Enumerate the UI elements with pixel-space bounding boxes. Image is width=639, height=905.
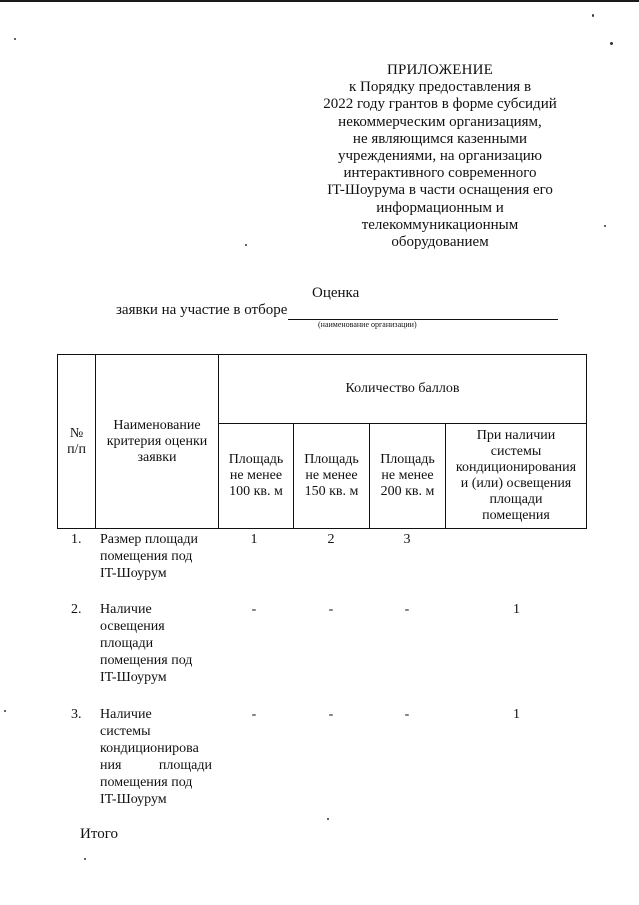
criterion-line: IT-Шоурум [100, 670, 167, 685]
appendix-line: к Порядку предоставления в [348, 79, 532, 96]
cell-area-200: - [404, 602, 410, 617]
column-header-criterion [96, 355, 219, 529]
document-title: Оценка [312, 285, 360, 301]
appendix-line: учреждениями, на организацию [338, 148, 542, 165]
appendix-line: не являющимся казенными [352, 130, 528, 147]
cell-area-150: - [328, 602, 334, 617]
document-subtitle: заявки на участие в отборе [116, 302, 288, 318]
scan-speck [592, 14, 594, 17]
column-header-points: Количество баллов [219, 355, 587, 424]
header-line: не менее [305, 468, 358, 483]
criterion-line: освещения [100, 619, 165, 634]
appendix-line: телекоммуникационным [361, 216, 519, 233]
appendix-line: информационным и [376, 199, 504, 216]
header-line: 150 кв. м [304, 484, 359, 499]
cell-area-100: - [251, 707, 257, 722]
scan-speck [327, 818, 329, 820]
scan-speck [14, 38, 16, 40]
cell-area-200: 3 [403, 532, 411, 547]
cell-conditioning: 1 [513, 707, 520, 722]
header-line: Площадь [228, 452, 284, 467]
row-criterion [100, 706, 212, 808]
organization-field-caption: (наименование организации) [318, 320, 417, 329]
column-header-conditioning [446, 424, 587, 529]
appendix-line: оборудованием [391, 234, 489, 251]
criterion-line: Наличие [100, 707, 152, 722]
header-line: Наименование [113, 417, 201, 433]
row-number: 2. [71, 602, 82, 617]
row-criterion [100, 601, 212, 686]
header-line: 200 кв. м [380, 484, 435, 499]
criterion-line: Наличие [100, 602, 152, 617]
criterion-line: помещения под [100, 549, 193, 564]
appendix-line: некоммерческим организациям, [338, 113, 542, 130]
header-line: п/п [67, 441, 86, 457]
header-line: не менее [229, 468, 283, 483]
criterion-line: помещения под [100, 775, 193, 790]
criteria-table-header [57, 354, 587, 529]
criterion-line: IT-Шоурум [100, 566, 167, 581]
cell-conditioning: 1 [513, 602, 520, 617]
appendix-line: 2022 году грантов в форме субсидий [323, 96, 557, 113]
header-line: помещения [482, 508, 550, 523]
criterion-line: площади [100, 636, 154, 651]
header-line: площади [489, 492, 543, 507]
scan-speck [4, 710, 6, 712]
column-header-area-150 [294, 424, 370, 529]
appendix-title: ПРИЛОЖЕНИЕ [386, 62, 494, 78]
header-line: критерия оценки [106, 433, 208, 449]
header-line: и (или) освещения [460, 476, 572, 491]
header-line: заявки [137, 449, 177, 465]
cell-area-150: 2 [327, 532, 335, 547]
criterion-line: системы [100, 724, 151, 739]
appendix-line: интерактивного современного [343, 165, 537, 182]
scan-speck [245, 244, 247, 246]
header-line: При наличии [476, 428, 556, 443]
criterion-line: Размер площади [100, 532, 198, 547]
column-header-area-200 [370, 424, 446, 529]
cell-area-100: - [251, 602, 257, 617]
row-number: 3. [71, 707, 82, 722]
header-line: Площадь [304, 452, 359, 467]
scan-speck [604, 225, 606, 227]
header-line: не менее [381, 468, 434, 483]
header-line: № [69, 425, 84, 441]
criterion-line: помещения под [100, 653, 193, 668]
total-label: Итого [80, 826, 118, 842]
cell-area-150: - [328, 707, 334, 722]
header-line: Площадь [380, 452, 435, 467]
scan-top-edge [0, 0, 639, 2]
scan-speck [84, 858, 86, 860]
column-header-area-100 [219, 424, 294, 529]
column-header-number [58, 355, 96, 529]
scan-speck [610, 42, 613, 45]
criterion-line: ния площади [100, 758, 212, 773]
row-criterion [100, 531, 212, 582]
appendix-line: IT-Шоурума в части оснащения его [327, 182, 553, 199]
header-line: системы [490, 444, 542, 459]
header-line: 100 кв. м [229, 484, 283, 499]
row-number: 1. [71, 532, 82, 547]
criterion-line: кондиционирова [100, 741, 199, 756]
cell-area-100: 1 [250, 532, 258, 547]
appendix-block [310, 62, 570, 251]
header-line: кондиционирования [455, 460, 577, 475]
criterion-line: IT-Шоурум [100, 792, 167, 807]
cell-area-200: - [404, 707, 410, 722]
